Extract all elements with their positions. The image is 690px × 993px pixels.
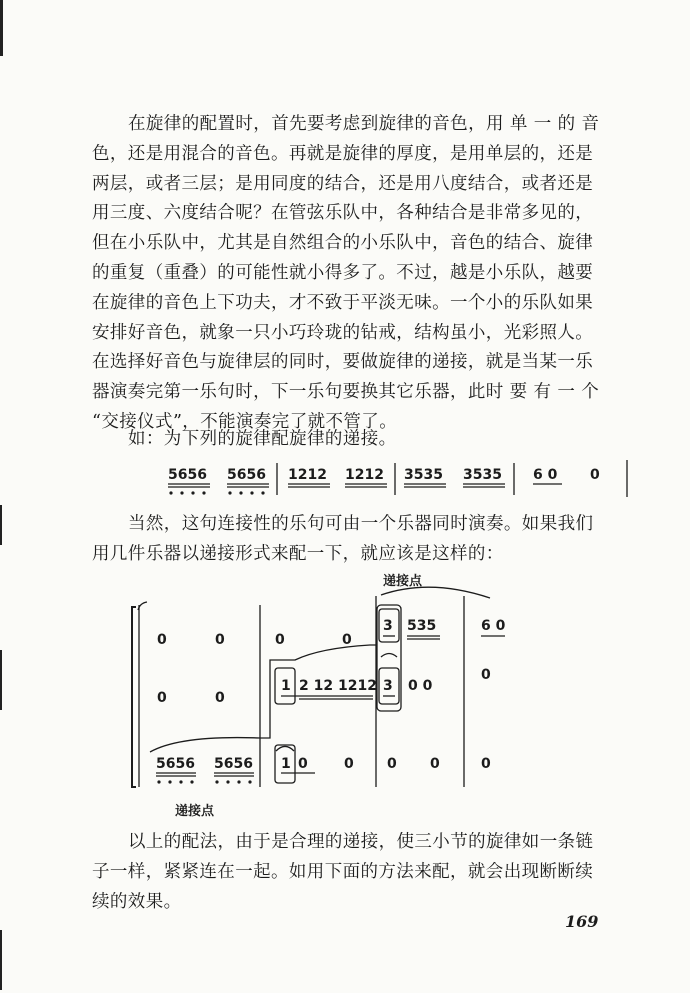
note-group: 1212 [345,467,384,483]
p3-line: 子一样，紧紧连在一起。如用下面的方法来配，就会出现断断续 [92,861,594,882]
p1-line: 器演奏完第一乐句时，下一乐句要换其它乐器，此时 要 有 一 个 [92,382,600,403]
handoff-label-top: 递接点 [383,574,423,589]
p1-line: 在旋律的配置时，首先要考虑到旋律的音色，用 单 一 的 音 [128,114,600,134]
scan-mark [0,930,2,990]
scan-mark [0,505,2,545]
page-number: 169 [565,912,599,931]
p1-line: “交接仪式”，不能演奏完了就不管了。 [92,411,398,432]
score-note: 3 [383,618,393,634]
p2-line: 当然，这句连接性的乐句可由一个乐器同时演奏。如果我们 [128,514,594,534]
score-note: 0 [342,632,352,648]
note-group: 3535 [463,467,502,483]
p1-line: 色，还是用混合的音色。再就是旋律的厚度，是用单层的，还是 [92,143,594,164]
note-group: 6 0 [533,467,558,483]
p1-line: 两层，或者三层；是用同度的结合，还是用八度结合，或者还是 [92,173,594,194]
handoff-label-bottom: 递接点 [175,804,215,819]
p1-line: 在选择好音色与旋律层的同时，要做旋律的递接，就是当某一乐 [92,352,594,373]
p1-line: 但在小乐队中，尤其是自然组合的小乐队中，音色的结合、旋律 [92,233,594,254]
score-note: 0 0 [408,678,433,694]
score-note: 0 [275,632,285,648]
p3-line: 续的效果。 [92,891,182,912]
score-note: 2 12 1212 [299,678,377,694]
scan-mark [0,650,2,710]
score-note: 5656 [156,756,195,772]
score-note: 0 [481,667,491,683]
p1-line: 在旋律的音色上下功夫，才不致于平淡无味。一个小的乐队如果 [92,292,594,313]
paragraph-3 [92,828,637,917]
score-note: 6 0 [481,618,506,634]
example-intro-line: 如：为下列的旋律配旋律的递接。 [128,429,397,449]
note-group: 5656 [227,467,266,483]
score-note: 1 [281,756,291,772]
p1-line: 安排好音色，就象一只小巧玲珑的钻戒，结构虽小，光彩照人。 [92,322,594,343]
p1-line: 的重复（重叠）的可能性就小得多了。不过，越是小乐队，越要 [92,262,594,283]
note-group: 1212 [288,467,327,483]
note-group: 5656 [168,467,207,483]
score-note: 0 [215,632,225,648]
score-note: 0 [157,632,167,648]
note-group: 3535 [404,467,443,483]
score-note: 0 [215,690,225,706]
p2-line: 用几件乐器以递接形式来配一下，就应该是这样的： [92,543,504,564]
score-note: 535 [407,618,437,634]
p1-line: 用三度、六度结合呢？在管弦乐队中，各种结合是非常多见的， [92,203,594,224]
score-note: 0 [157,690,167,706]
score-note: 0 [430,756,440,772]
p3-line: 以上的配法，由于是合理的递接，使三小节的旋律如一条链 [128,832,594,852]
score-note: 0 [481,756,491,772]
score-note: 0 [387,756,397,772]
score-note: 1 [281,678,291,694]
score-note: 5656 [214,756,253,772]
note-group: 0 [590,467,600,483]
score-note: 3 [383,678,393,694]
score-note: 0 [344,756,354,772]
score-note: 0 [298,756,308,772]
scan-mark [0,0,3,56]
